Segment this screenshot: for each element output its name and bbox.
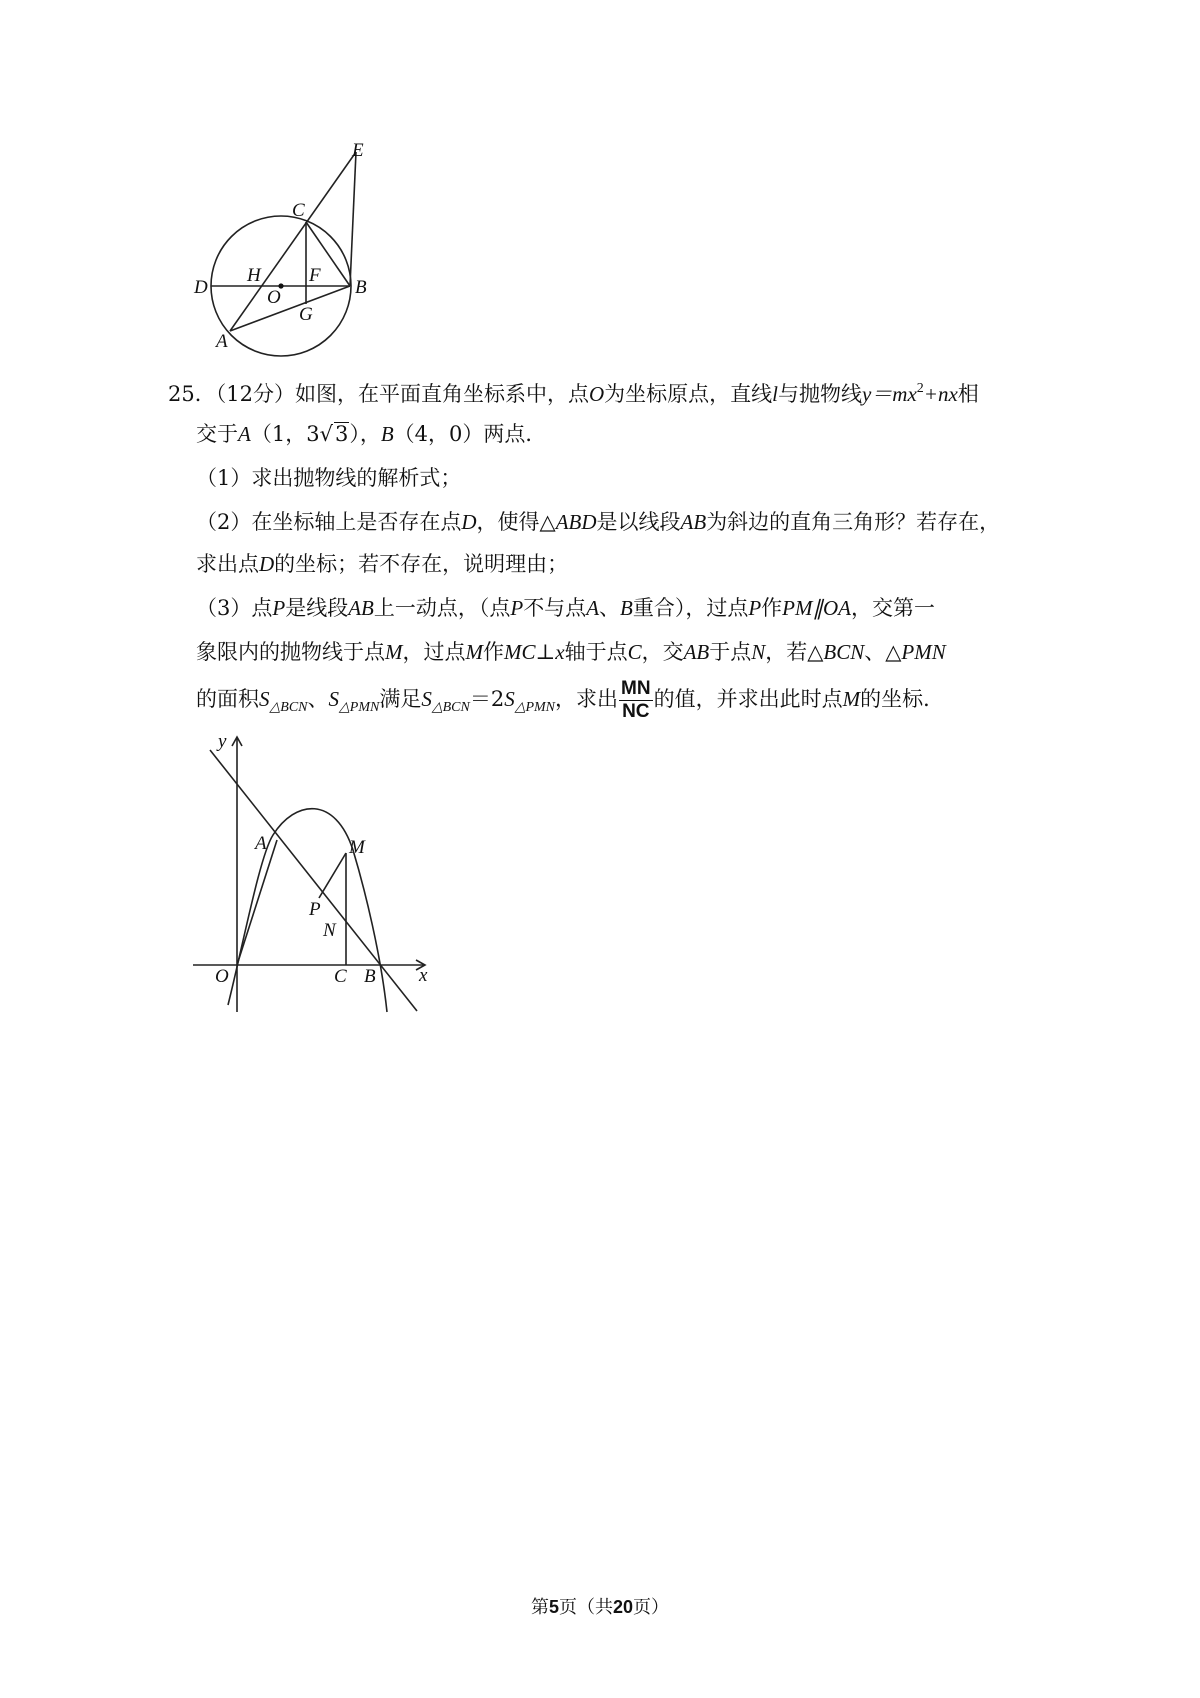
label-o: O (267, 287, 281, 308)
label-h: H (247, 265, 261, 286)
label-m: M (349, 837, 365, 858)
label-b: B (355, 277, 367, 298)
label-a: A (255, 833, 267, 854)
label-f: F (309, 265, 321, 286)
sqrt-sign: √ (319, 422, 333, 446)
segment-pm (319, 853, 346, 898)
fraction-mn-nc: $\frac{MN}{NC}$ (621, 678, 651, 722)
segment-oa (237, 840, 277, 965)
label-p: P (309, 899, 321, 920)
page-footer: 第5页（共20页） (530, 1597, 670, 1618)
label-x: x (419, 965, 428, 986)
circle-geometry-figure (190, 140, 410, 380)
label-c: C (334, 966, 347, 987)
label-e: E (352, 140, 364, 161)
label-a: A (216, 331, 228, 352)
line-ae (230, 152, 356, 331)
label-d: D (194, 277, 208, 298)
question-line-1: 25．（12分）如图，在平面直角坐标系中，点O为坐标原点，直线l与抛物线$y=mx^2+nx$相 (168, 381, 979, 406)
part-3-line-1: （3）点P是线段AB上一动点，（点P不与点A、B重合），过点P作PM∥OA，交第一 (196, 596, 935, 620)
line-ab (230, 286, 350, 331)
part-1: （1）求出抛物线的解析式； (196, 466, 462, 490)
line-eb (350, 152, 356, 286)
line-l (210, 750, 417, 1011)
label-b: B (364, 966, 376, 987)
part-2-line-2: 求出点D的坐标；若不存在，说明理由； (196, 552, 569, 576)
label-n: N (323, 920, 336, 941)
question-line-2: 交于A（1，3√3），B（4，0）两点． (196, 422, 547, 446)
label-o: O (215, 966, 229, 987)
parabola-figure (185, 725, 445, 1020)
label-g: G (299, 304, 313, 325)
label-y: y (218, 731, 227, 752)
part-2-line-1: （2）在坐标轴上是否存在点D，使得△ABD是以线段AB为斜边的直角三角形？若存在， (196, 510, 1001, 534)
part-3-line-3: 的面积$S_{\triangle BCN}$、$S_{\triangle PMN}$满足$S_{\triangle BCN}=2S_{\triangle PMN}$，求出 $\frac{MN}{NC}$ 的值，并求出此时点M的坐标． (196, 678, 945, 722)
part-3-line-2: 象限内的抛物线于点M，过点M作MC⊥x轴于点C，交AB于点N，若△BCN、△PMN (196, 640, 946, 664)
label-c: C (292, 200, 305, 221)
